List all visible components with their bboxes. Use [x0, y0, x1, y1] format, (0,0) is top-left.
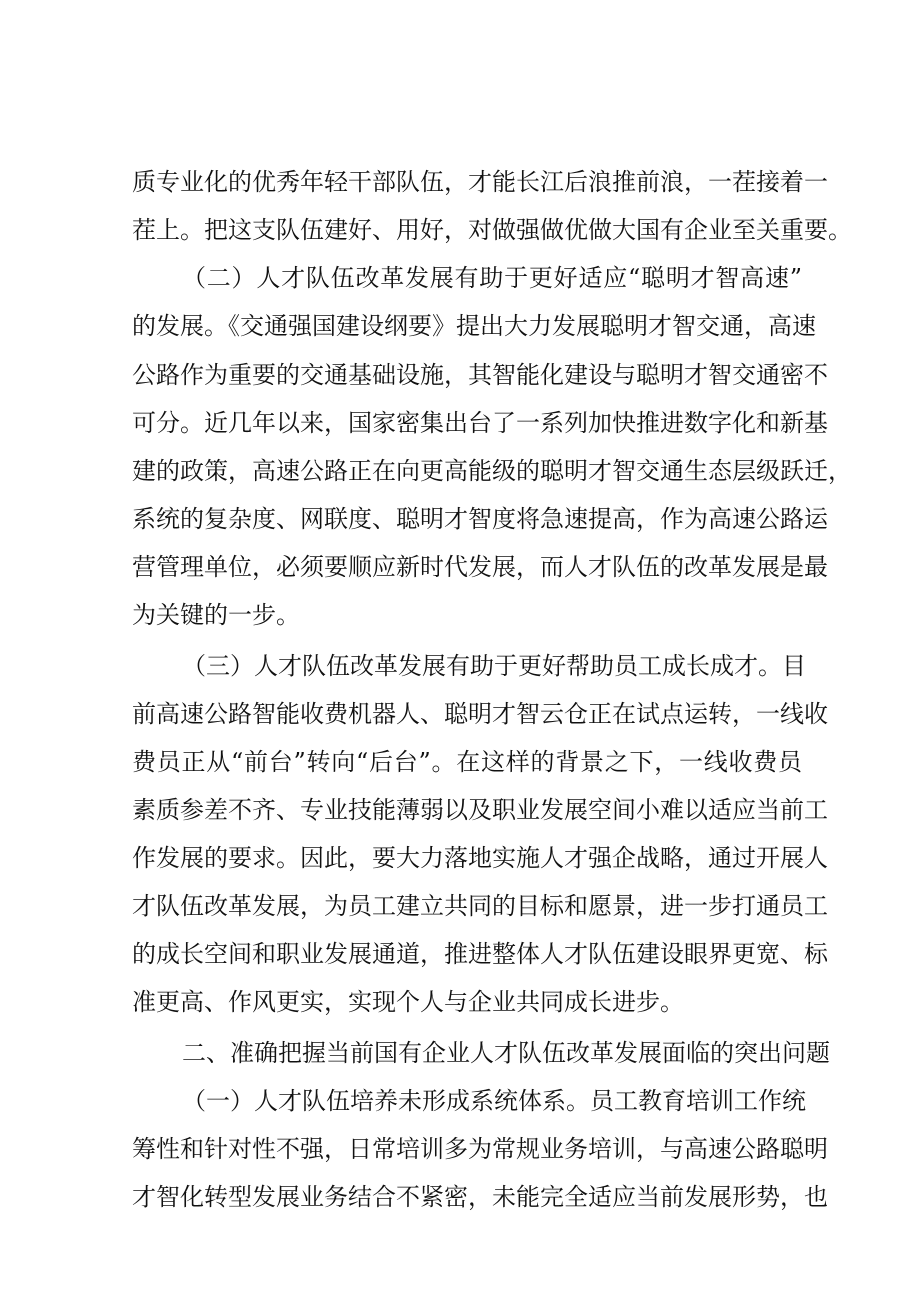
paragraph-line: 为关键的一步。 [132, 601, 300, 629]
paragraph-line: 才队伍改革发展，为员工建立共同的目标和愿景，进一步打通员工 [132, 892, 828, 920]
paragraph-line: 公路作为重要的交通基础设施，其智能化建设与聪明才智交通密不 [132, 361, 828, 389]
paragraph-line: 的发展。《交通强国建设纲要》提出大力发展聪明才智交通，高速 [132, 312, 816, 340]
paragraph-line: 素质参差不齐、专业技能薄弱以及职业发展空间小难以适应当前工 [132, 796, 828, 824]
paragraph-line: 筹性和针对性不强，日常培训多为常规业务培训，与高速公路聪明 [132, 1135, 828, 1163]
section-heading: 二、准确把握当前国有企业人才队伍改革发展面临的突出问题 [182, 1039, 830, 1067]
paragraph-line: 系统的复杂度、网联度、聪明才智度将急速提高，作为高速公路运 [132, 505, 828, 533]
paragraph-line: 作发展的要求。因此，要大力落地实施人才强企战略，通过开展人 [132, 844, 828, 872]
paragraph-line: 建的政策，高速公路正在向更高能级的聪明才智交通生态层级跃迁， [132, 457, 852, 485]
paragraph-line: 营管理单位，必须要顺应新时代发展，而人才队伍的改革发展是最 [132, 553, 828, 581]
paragraph-first-line: （三）人才队伍改革发展有助于更好帮助员工成长成才。目 [182, 652, 806, 680]
paragraph-line: 才智化转型发展业务结合不紧密，未能完全适应当前发展形势，也 [132, 1183, 828, 1211]
paragraph-first-line: （二）人才队伍改革发展有助于更好适应“聪明才智高速” [182, 264, 802, 292]
paragraph-line: 的成长空间和职业发展通道，推进整体人才队伍建设眼界更宽、标 [132, 940, 828, 968]
paragraph-line: 前高速公路智能收费机器人、聪明才智云仓正在试点运转，一线收 [132, 700, 828, 728]
paragraph-line: 可分。近几年以来，国家密集出台了一系列加快推进数字化和新基 [132, 409, 828, 437]
paragraph-line: 费员正从“前台”转向“后台”。在这样的背景之下，一线收费员 [132, 748, 802, 776]
paragraph-line: 茬上。把这支队伍建好、用好，对做强做优做大国有企业至关重要。 [132, 216, 852, 244]
paragraph-first-line: （一）人才队伍培养未形成系统体系。员工教育培训工作统 [182, 1087, 806, 1115]
paragraph-line: 准更高、作风更实，实现个人与企业共同成长进步。 [132, 988, 684, 1016]
paragraph-line: 质专业化的优秀年轻干部队伍，才能长江后浪推前浪，一茬接着一 [132, 168, 828, 196]
